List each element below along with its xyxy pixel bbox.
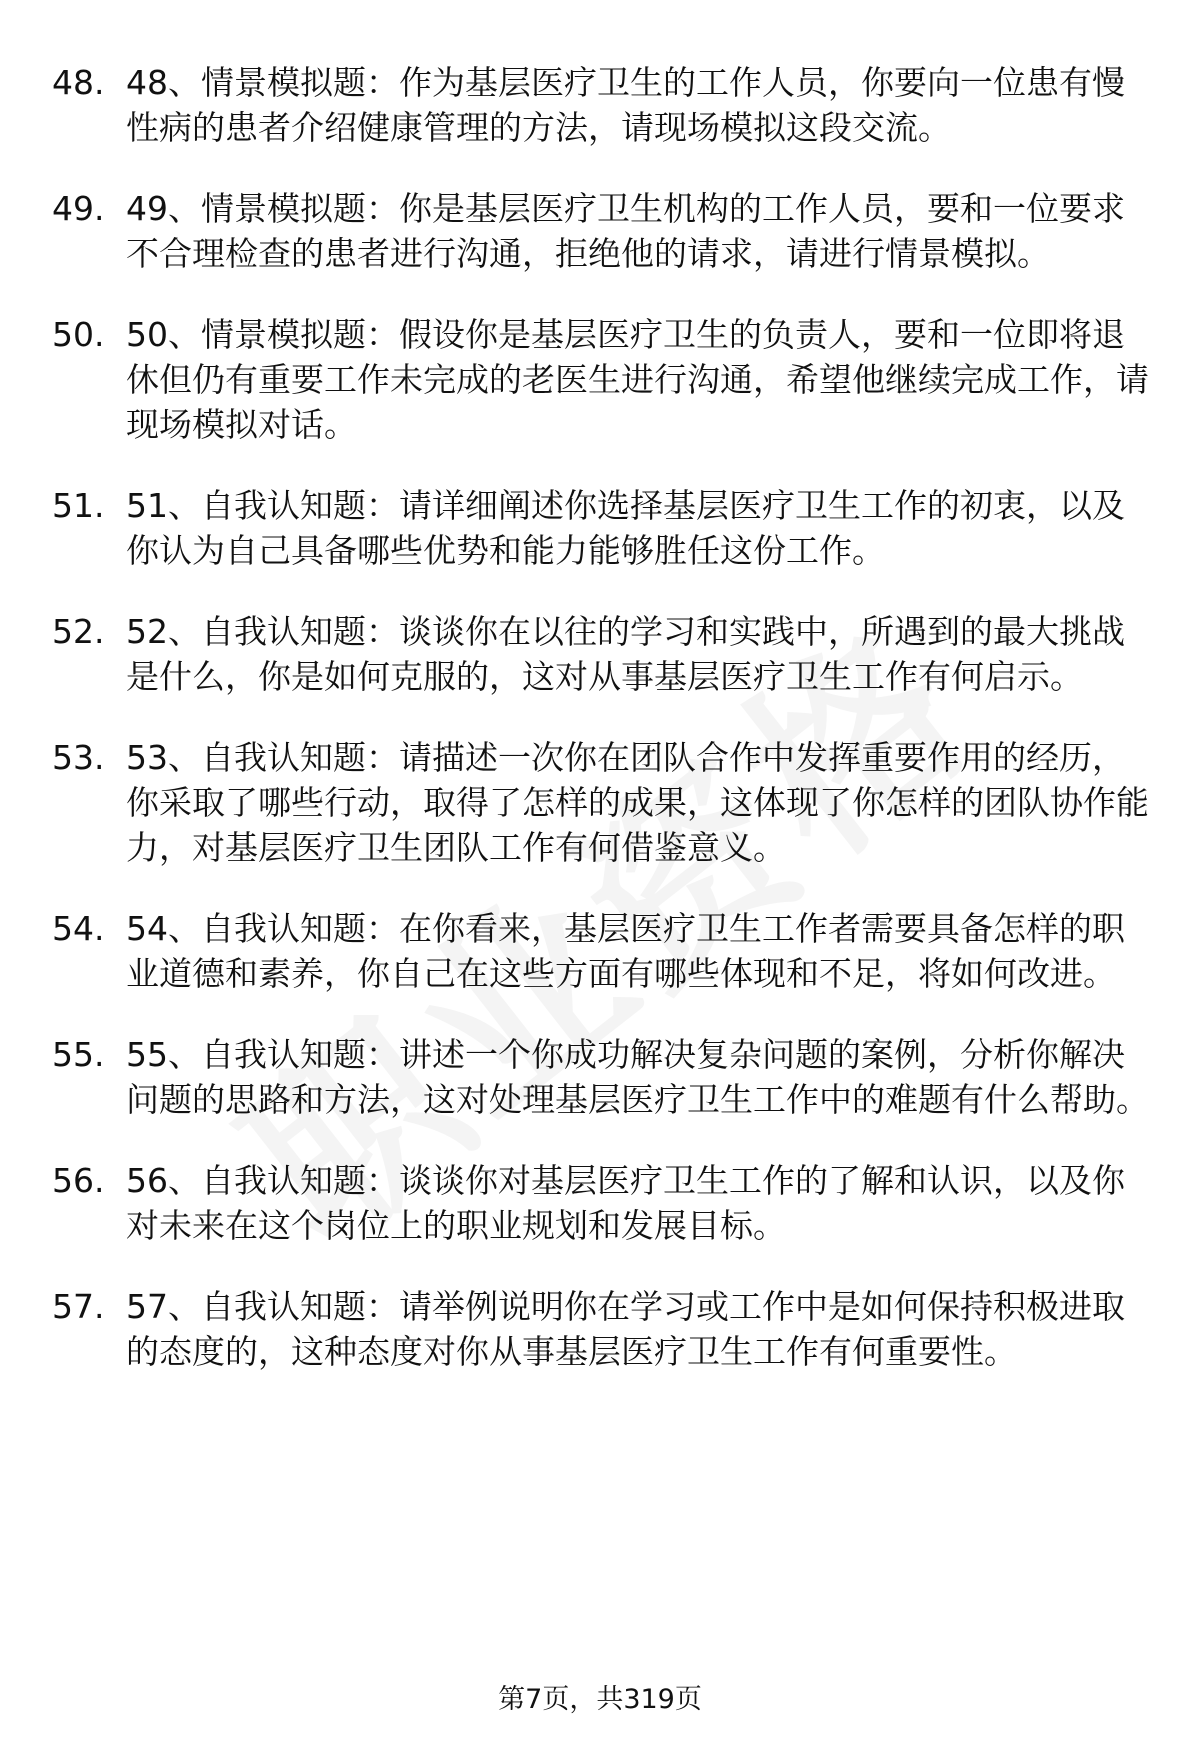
question-number: 56. [52,1161,105,1200]
question-text: 50、情景模拟题：假设你是基层医疗卫生的负责人，要和一位即将退休但仍有重要工作未完成的老医生进行沟通，希望他继续完成工作，请现场模拟对话。 [126,315,1149,444]
question-number: 57. [52,1287,105,1326]
question-text: 49、情景模拟题：你是基层医疗卫生机构的工作人员，要和一位要求不合理检查的患者进行沟通，拒绝他的请求，请进行情景模拟。 [126,189,1125,273]
question-text: 48、情景模拟题：作为基层医疗卫生的工作人员，你要向一位患有慢性病的患者介绍健康管理的方法，请现场模拟这段交流。 [126,63,1125,147]
question-number: 53. [52,738,105,777]
question-number: 54. [52,909,105,948]
question-item [52,906,1152,996]
question-item [52,483,1152,573]
question-number: 52. [52,612,105,651]
question-item [52,735,1152,870]
question-number: 51. [52,486,105,525]
question-item [52,60,1152,150]
question-item [52,1032,1152,1122]
question-number: 55. [52,1035,105,1074]
question-text: 57、自我认知题：请举例说明你在学习或工作中是如何保持积极进取的态度的，这种态度对你从事基层医疗卫生工作有何重要性。 [126,1287,1125,1371]
question-number: 49. [52,189,105,228]
question-text: 55、自我认知题：讲述一个你成功解决复杂问题的案例，分析你解决问题的思路和方法，这对处理基层医疗卫生工作中的难题有什么帮助。 [126,1035,1149,1119]
question-item [52,312,1152,447]
question-item [52,1158,1152,1248]
question-item [52,186,1152,276]
question-text: 53、自我认知题：请描述一次你在团队合作中发挥重要作用的经历，你采取了哪些行动，取得了怎样的成果，这体现了你怎样的团队协作能力，对基层医疗卫生团队工作有何借鉴意义。 [126,738,1149,867]
question-text: 52、自我认知题：谈谈你在以往的学习和实践中，所遇到的最大挑战是什么，你是如何克服的，这对从事基层医疗卫生工作有何启示。 [126,612,1125,696]
question-text: 56、自我认知题：谈谈你对基层医疗卫生工作的了解和认识，以及你对未来在这个岗位上的职业规划和发展目标。 [126,1161,1125,1245]
question-number: 50. [52,315,105,354]
question-item [52,1284,1152,1374]
question-number: 48. [52,63,105,102]
question-item [52,609,1152,699]
question-text: 51、自我认知题：请详细阐述你选择基层医疗卫生工作的初衷，以及你认为自己具备哪些优势和能力能够胜任这份工作。 [126,486,1125,570]
question-list [52,60,1152,1410]
page-footer: 第7页，共319页 [498,1684,702,1715]
question-text: 54、自我认知题：在你看来，基层医疗卫生工作者需要具备怎样的职业道德和素养，你自己在这些方面有哪些体现和不足，将如何改进。 [126,909,1125,993]
